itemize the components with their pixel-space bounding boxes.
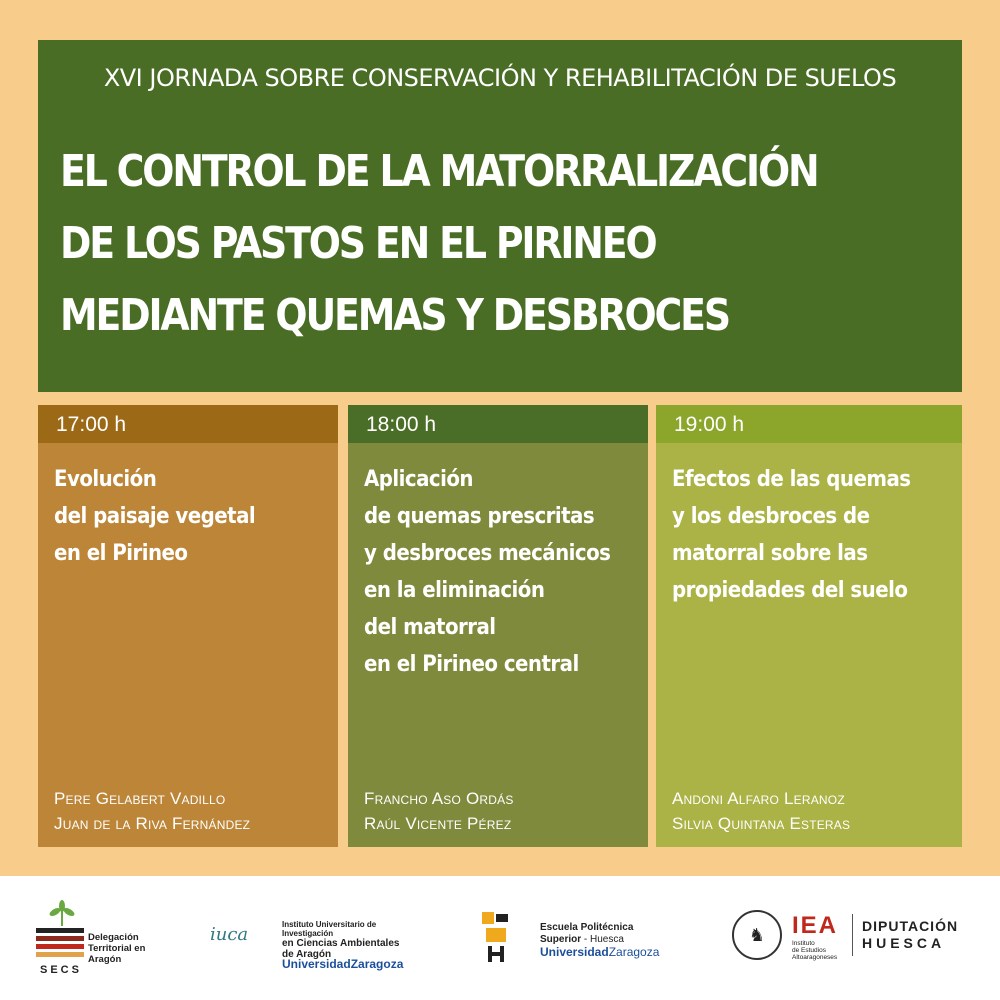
session-authors xyxy=(364,786,642,836)
session-time: 17:00 h xyxy=(38,405,338,443)
unizar-label: UniversidadZaragoza xyxy=(540,945,660,959)
secs-logo xyxy=(36,900,216,980)
secs-abbr: SECS xyxy=(40,964,82,976)
event-title-line: EL CONTROL DE LA MATORRALIZACIÓN xyxy=(60,146,818,197)
session-authors xyxy=(672,786,956,836)
event-title xyxy=(60,136,817,352)
session-card xyxy=(38,405,338,847)
event-title-line: MEDIANTE QUEMAS Y DESBROCES xyxy=(60,290,729,341)
session-topic xyxy=(54,461,301,572)
session-time: 19:00 h xyxy=(656,405,962,443)
logo-divider xyxy=(852,914,853,956)
topic-line: en la eliminación xyxy=(364,578,545,603)
session-topic xyxy=(364,461,611,683)
sponsors-footer xyxy=(0,876,1000,1000)
topic-line: matorral sobre las xyxy=(672,541,868,566)
unizar-label: UniversidadZaragoza xyxy=(282,957,404,971)
secs-caption: Delegación Territorial en Aragón xyxy=(88,932,146,965)
author-name: Silvia Quintana Esteras xyxy=(672,814,851,833)
topic-line: del paisaje vegetal xyxy=(54,504,256,529)
session-authors xyxy=(54,786,332,836)
session-card xyxy=(348,405,648,847)
topic-line: y desbroces mecánicos xyxy=(364,541,611,566)
topic-line: y los desbroces de xyxy=(672,504,870,529)
topic-line: Evolución xyxy=(54,467,157,492)
soil-layers-icon xyxy=(36,928,84,960)
topic-line: Efectos de las quemas xyxy=(672,467,911,492)
topic-line: del matorral xyxy=(364,615,496,640)
author-name: Andoni Alfaro Leranoz xyxy=(672,789,845,808)
sprout-icon xyxy=(48,900,76,926)
topic-line: en el Pirineo central xyxy=(364,652,579,677)
author-name: Pere Gelabert Vadillo xyxy=(54,789,226,808)
topic-line: de quemas prescritas xyxy=(364,504,595,529)
eps-caption: Escuela Politécnica Superior - Huesca UniversidadZaragoza xyxy=(540,922,660,959)
eps-mark-icon xyxy=(482,912,510,964)
event-header xyxy=(38,40,962,392)
seal-icon: ♞ xyxy=(732,910,782,960)
session-time: 18:00 h xyxy=(348,405,648,443)
session-card xyxy=(656,405,962,847)
author-name: Francho Aso Ordás xyxy=(364,789,514,808)
iuca-caption: Instituto Universitario de Investigación en Ciencias Ambientales de Aragón UniversidadZaragoza xyxy=(282,920,420,969)
topic-line: en el Pirineo xyxy=(54,541,188,566)
session-topic xyxy=(672,461,924,609)
iea-dph-logo xyxy=(732,910,972,970)
iuca-logo xyxy=(210,916,420,976)
author-name: Raúl Vicente Pérez xyxy=(364,814,512,833)
iuca-mark: iuca xyxy=(210,924,249,945)
topic-line: Aplicación xyxy=(364,467,473,492)
iea-mark: IEA xyxy=(792,912,839,939)
topic-line: propiedades del suelo xyxy=(672,578,908,603)
event-title-line: DE LOS PASTOS EN EL PIRINEO xyxy=(60,218,656,269)
author-name: Juan de la Riva Fernández xyxy=(54,814,251,833)
dph-label: DIPUTACIÓN HUESCA xyxy=(862,918,959,951)
event-subtitle: XVI JORNADA SOBRE CONSERVACIÓN Y REHABILITACIÓN DE SUELOS xyxy=(103,64,897,92)
iea-caption: Instituto de Estudios Altoaragoneses xyxy=(792,940,838,961)
eps-logo xyxy=(482,912,682,972)
